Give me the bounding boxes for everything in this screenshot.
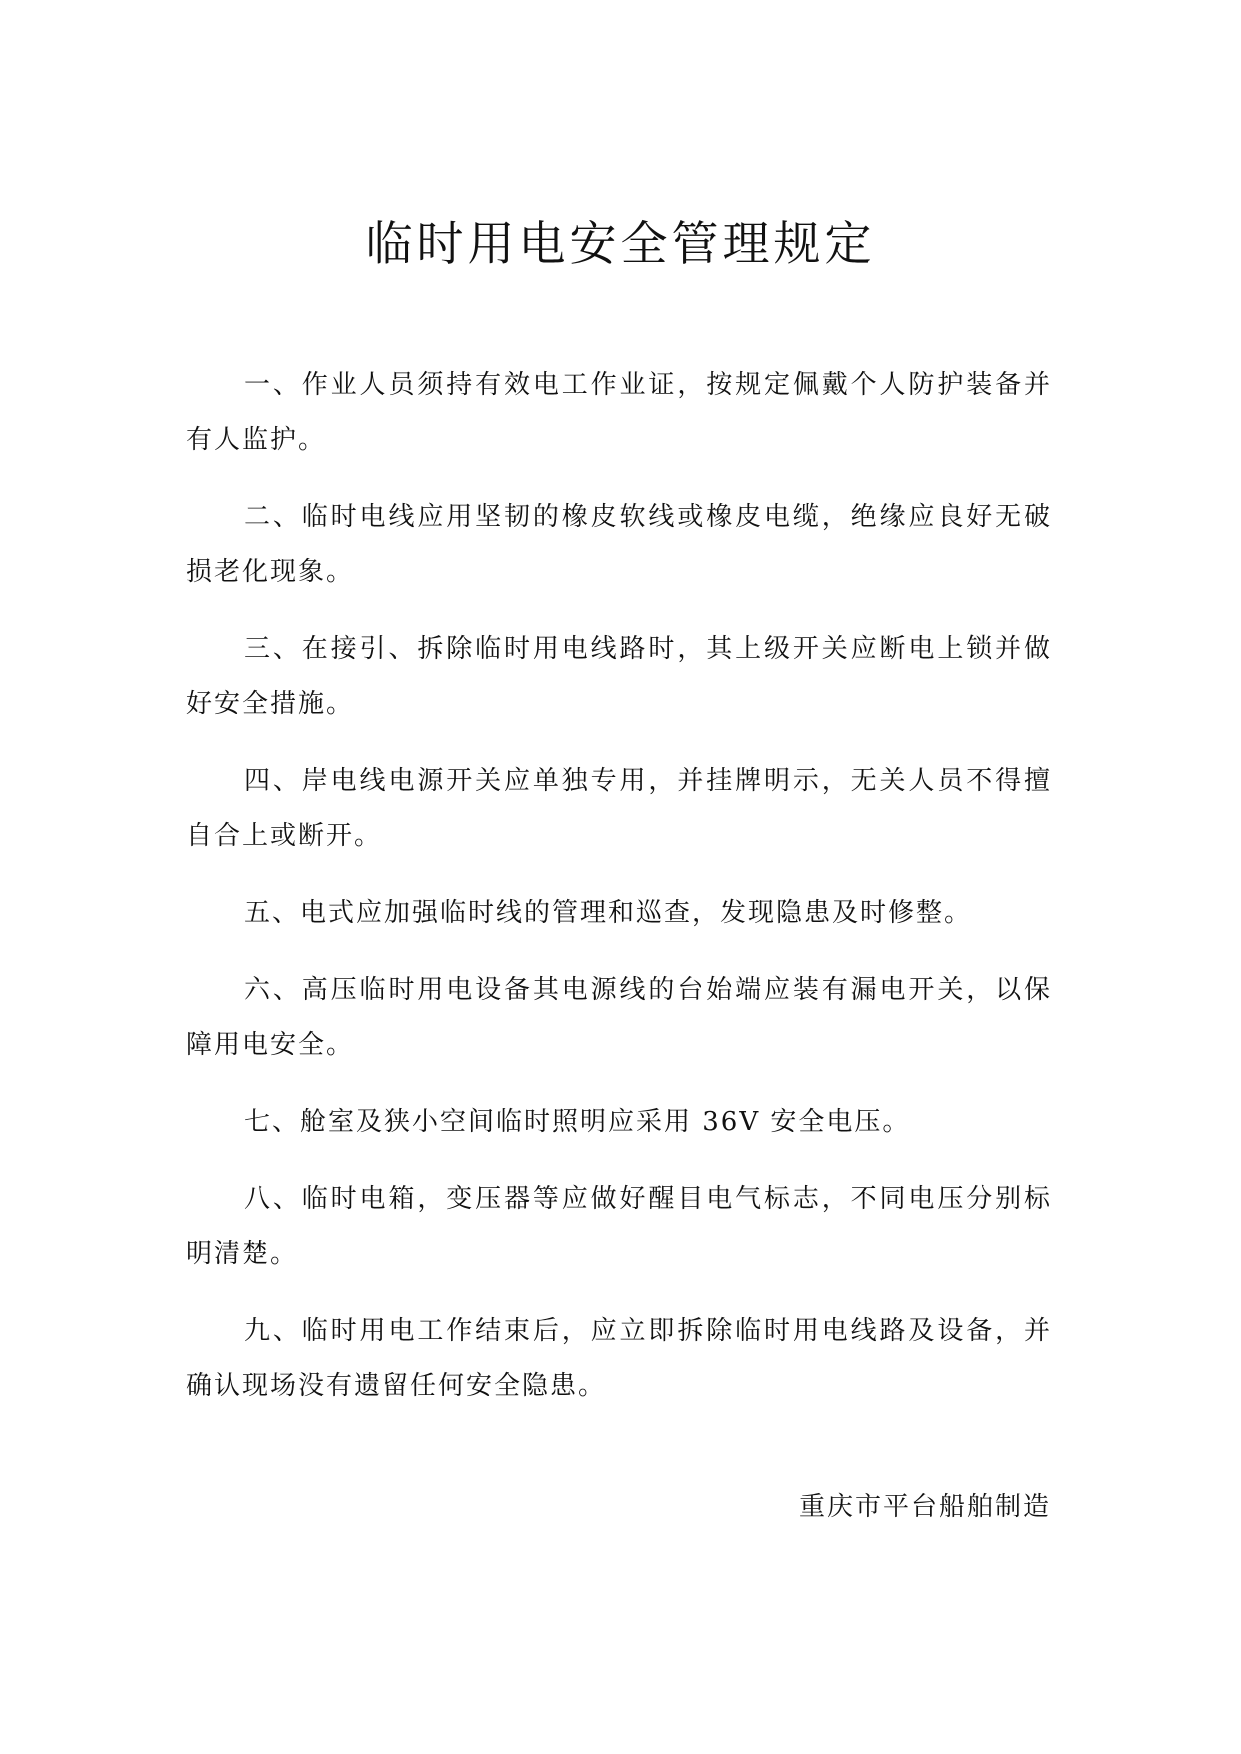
rule-item: 八、临时电箱，变压器等应做好醒目电气标志，不同电压分别标明清楚。: [186, 1184, 1052, 1269]
rule-item: 六、高压临时用电设备其电源线的台始端应装有漏电开关，以保障用电安全。: [186, 975, 1052, 1060]
rule-item: 五、电式应加强临时线的管理和巡查，发现隐患及时修整。: [244, 898, 973, 928]
rule-item: 九、临时用电工作结束后，应立即拆除临时用电线路及设备，并确认现场没有遗留任何安全隐患。: [186, 1316, 1052, 1401]
rule-item: 七、舱室及狭小空间临时照明应采用 36V 安全电压。: [244, 1107, 911, 1137]
rule-item: 三、在接引、拆除临时用电线路时，其上级开关应断电上锁并做好安全措施。: [186, 634, 1052, 719]
rules-list: [186, 358, 1052, 1436]
rule-item: 一、作业人员须持有效电工作业证，按规定佩戴个人防护装备并有人监护。: [186, 370, 1052, 455]
document-title: 临时用电安全管理规定: [365, 217, 876, 272]
issuer-signature: 重庆市平台船舶制造: [798, 1492, 1051, 1522]
rule-item: 四、岸电线电源开关应单独专用，并挂牌明示，无关人员不得擅自合上或断开。: [186, 766, 1052, 851]
rule-item: 二、临时电线应用坚韧的橡皮软线或橡皮电缆，绝缘应良好无破损老化现象。: [186, 502, 1052, 587]
